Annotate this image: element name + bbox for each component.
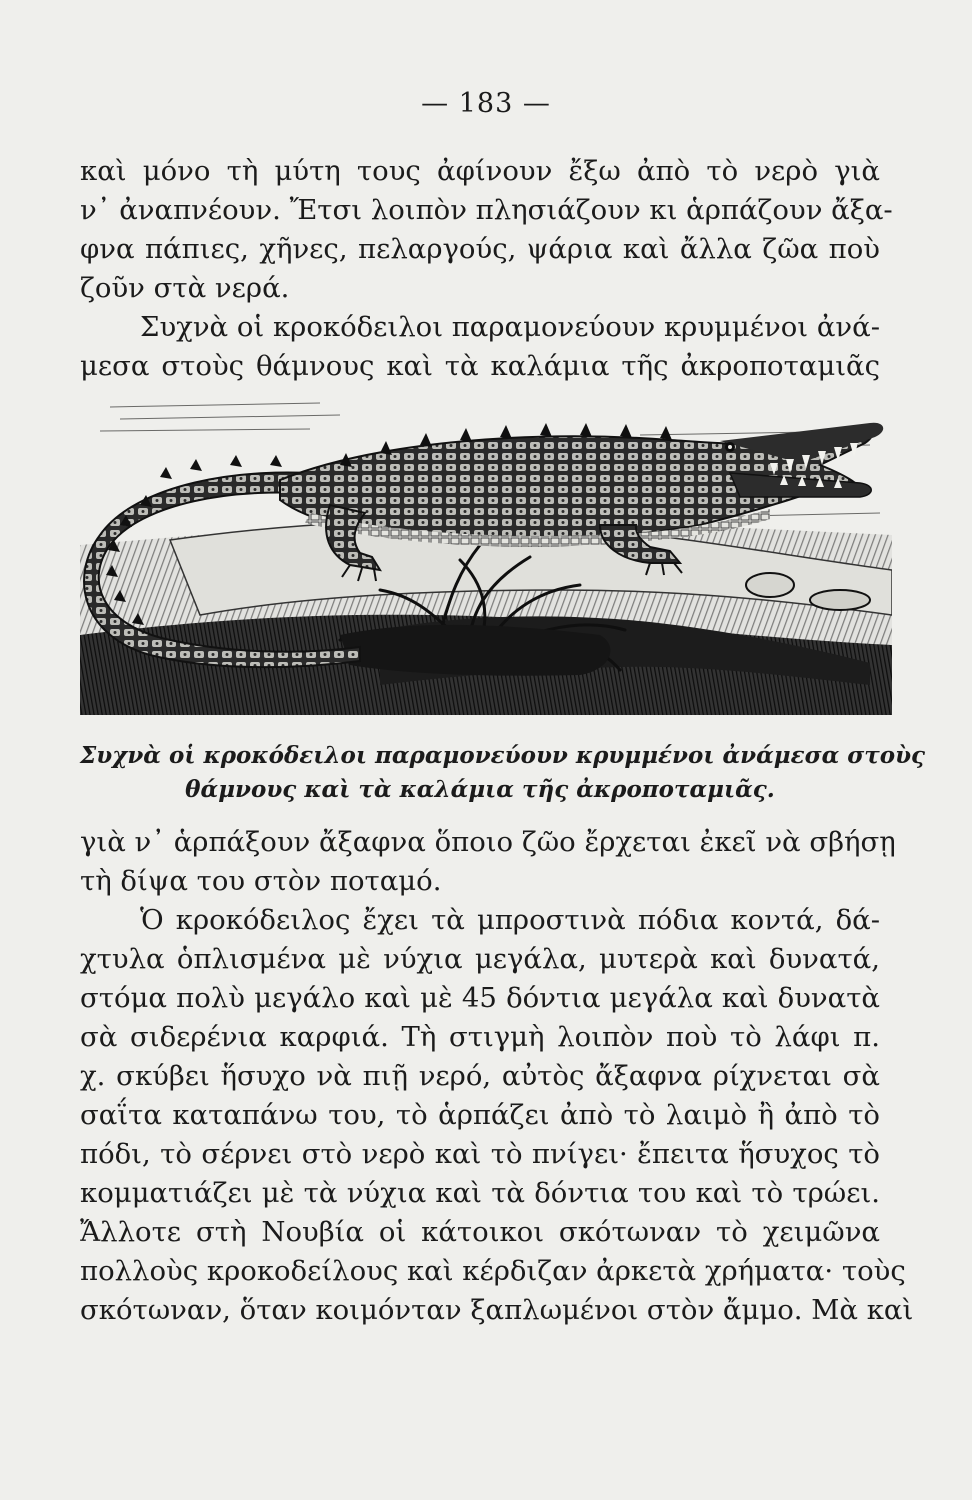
crocodile-illustration [80, 385, 892, 715]
paragraph-bottom [80, 823, 914, 1330]
text-line: σκότωναν, ὅταν κοιμόνταν ξαπλωμένοι στὸν ἄμμο. Μὰ καὶ [80, 1294, 914, 1326]
text-line: Ἄλλοτε στὴ Νουβία οἱ κάτοικοι σκότωναν τὸ χειμῶνα [80, 1216, 880, 1248]
text-line: στόμα πολὺ μεγάλο καὶ μὲ 45 δόντια μεγάλα καὶ δυνατὰ [80, 982, 880, 1014]
figure-caption-line-1: Συχνὰ οἱ κροκόδειλοι παραμονεύουν κρυμμένοι ἀνάμεσα στοὺς [80, 742, 926, 769]
text-line: φνα πάπιες, χῆνες, πελαργούς, ψάρια καὶ ἄλλα ζῶα ποὺ [80, 233, 880, 265]
paragraph-top [80, 152, 893, 386]
text-line: πόδι, τὸ σέρνει στὸ νερὸ καὶ τὸ πνίγει· ἔπειτα ἥσυχος τὸ [80, 1138, 880, 1170]
crocodile-engraving-icon [80, 385, 892, 715]
text-line: σαΐτα καταπάνω του, τὸ ἁρπάζει ἀπὸ τὸ λαιμὸ ἢ ἀπὸ τὸ [80, 1099, 880, 1131]
text-line: πολλοὺς κροκοδείλους καὶ κέρδιζαν ἀρκετὰ χρήματα· τοὺς [80, 1255, 906, 1287]
text-line: χτυλα ὁπλισμένα μὲ νύχια μεγάλα, μυτερὰ καὶ δυνατά, [80, 943, 880, 975]
text-line: ζοῦν στὰ νερά. [80, 272, 290, 304]
text-line: Ὁ κροκόδειλος ἔχει τὰ μπροστινὰ πόδια κοντά, δά- [140, 904, 880, 936]
text-line: κομματιάζει μὲ τὰ νύχια καὶ τὰ δόντια του καὶ τὸ τρώει. [80, 1177, 880, 1209]
text-line: μεσα στοὺς θάμνους καὶ τὰ καλάμια τῆς ἀκροποταμιᾶς [80, 350, 880, 382]
page-number: — 183 — [421, 88, 551, 119]
text-line: γιὰ ν᾽ ἁρπάξουν ἄξαφνα ὅποιο ζῶο ἔρχεται ἐκεῖ νὰ σβήσῃ [80, 826, 896, 858]
text-line: ν᾽ ἀναπνέουν. Ἔτσι λοιπὸν πλησιάζουν κι ἁρπάζουν ἄξα- [80, 194, 893, 226]
text-line: χ. σκύβει ἥσυχο νὰ πιῇ νερό, αὐτὸς ἄξαφνα ρίχνεται σὰ [80, 1060, 880, 1092]
text-line: σὰ σιδερένια καρφιά. Τὴ στιγμὴ λοιπὸν ποὺ τὸ λάφι π. [80, 1021, 880, 1053]
text-line: καὶ μόνο τὴ μύτη τους ἀφίνουν ἔξω ἀπὸ τὸ νερὸ γιὰ [80, 155, 880, 187]
text-line: Συχνὰ οἱ κροκόδειλοι παραμονεύουν κρυμμένοι ἀνά- [140, 311, 880, 343]
text-line: τὴ δίψα του στὸν ποταμό. [80, 865, 442, 897]
figure-caption-line-2: θάμνους καὶ τὰ καλάμια τῆς ἀκροποταμιᾶς. [185, 776, 775, 803]
